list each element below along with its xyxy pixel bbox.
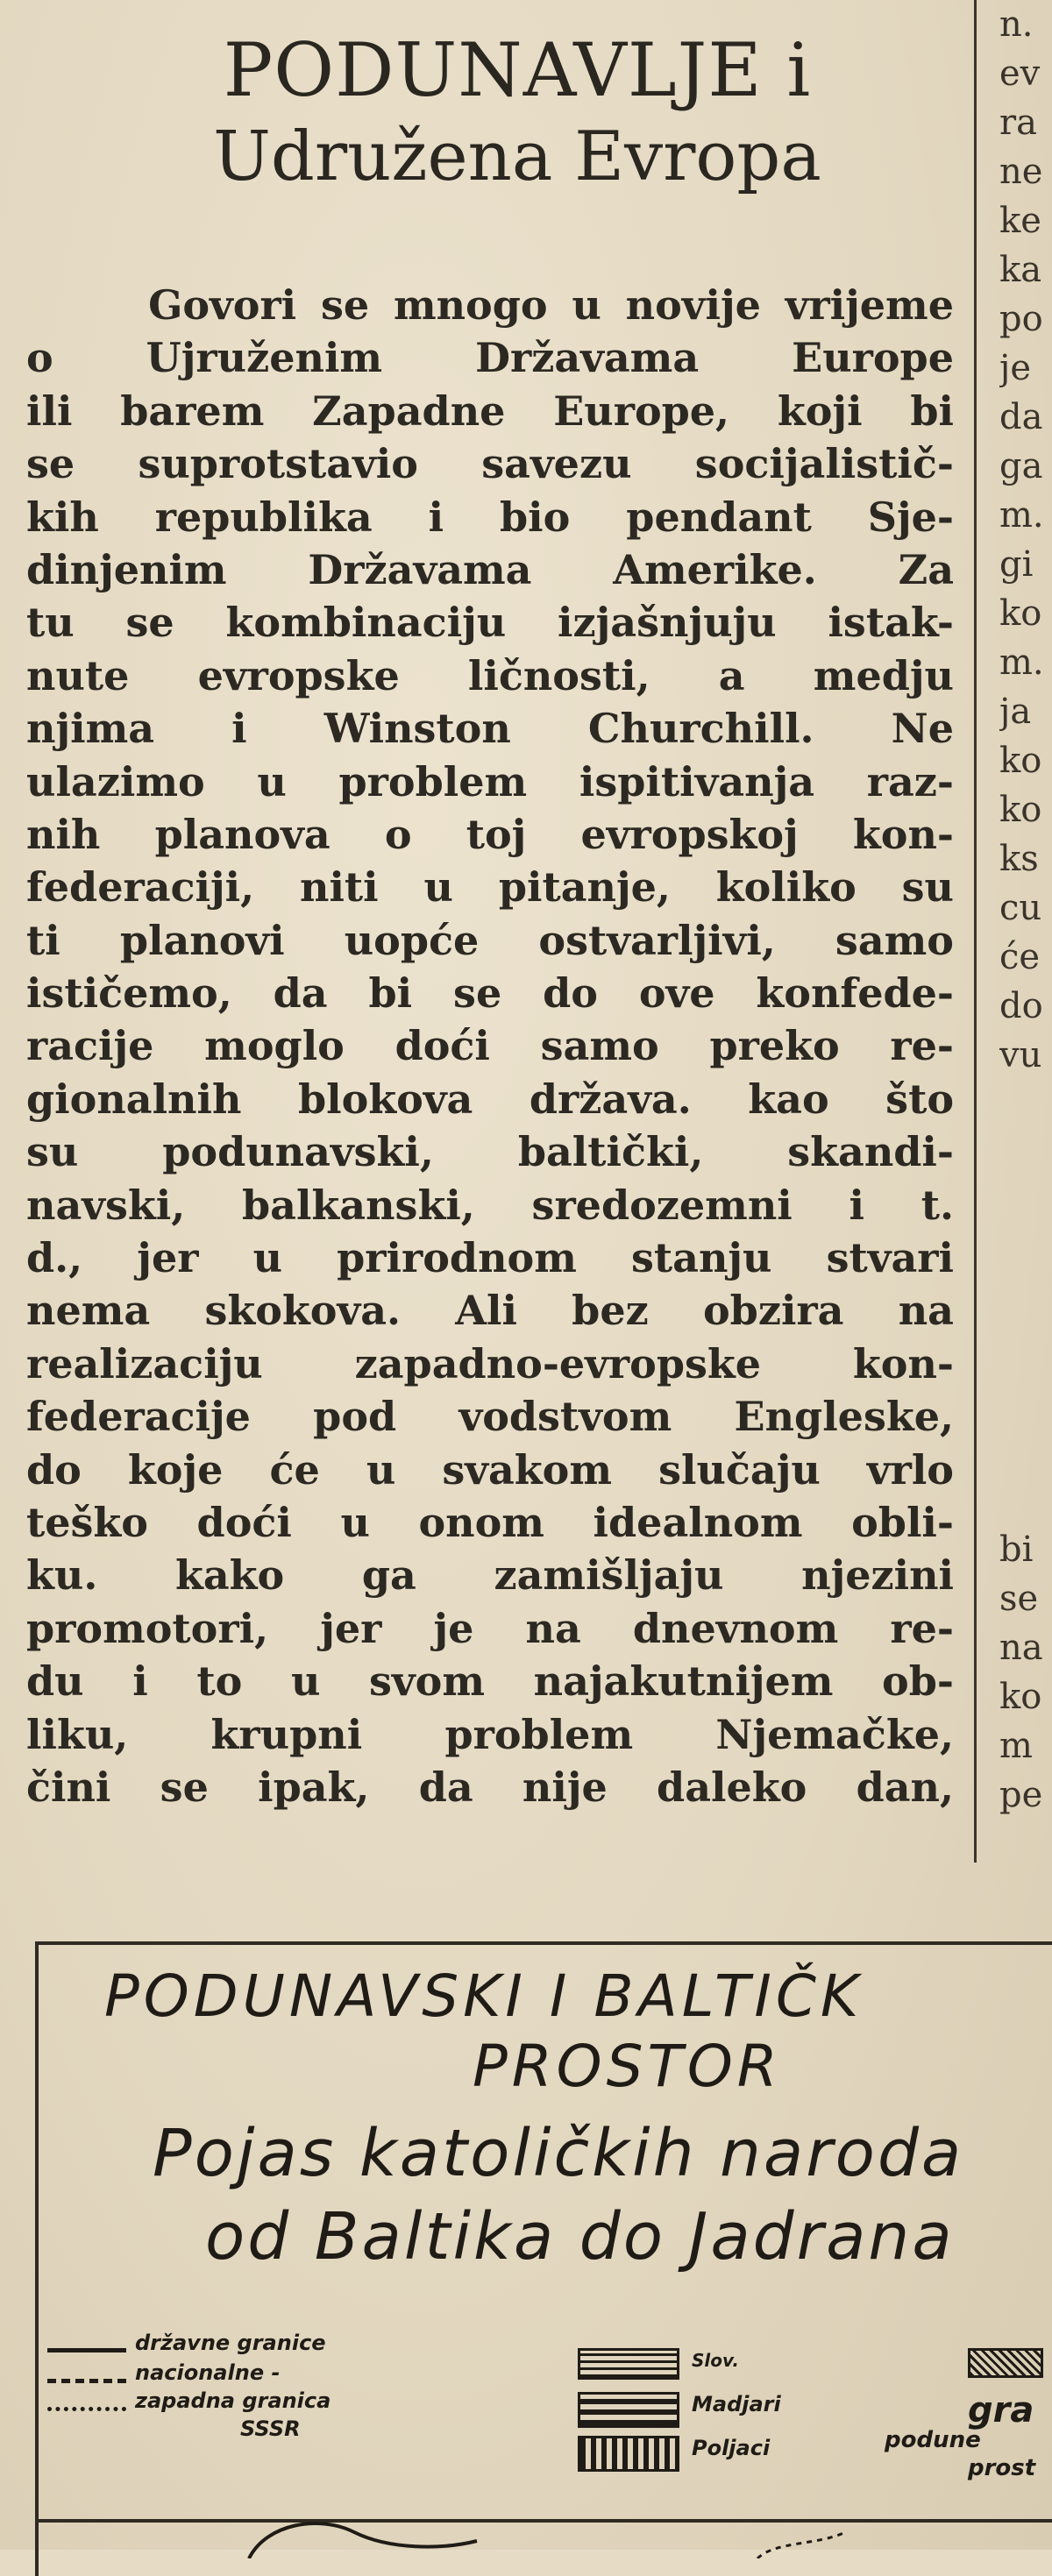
article-line: federaciji, niti u pitanje, koliko su [26, 863, 954, 912]
article-line: kih republika i bio pendant Sje- [26, 493, 954, 541]
legend-label: prost [968, 2455, 1036, 2481]
article-line: se suprotstavio savezu socijalistič- [26, 440, 954, 488]
legend-label: nacionalne - [135, 2360, 281, 2385]
article-line: njima i Winston Churchill. Ne [26, 705, 954, 753]
column-divider [974, 0, 977, 1863]
adjacent-column-text: ka [999, 250, 1042, 290]
adjacent-column-text: na [999, 1628, 1043, 1668]
adjacent-column-text: pe [999, 1775, 1043, 1815]
adjacent-column-text: ko [999, 790, 1042, 830]
map-subtitle-line-1: Pojas katoličkih naroda [153, 2116, 964, 2191]
legend-swatch-vertical [578, 2436, 679, 2472]
article-line: ističemo, da bi se do ove konfede- [26, 969, 954, 1018]
adjacent-column-text: ga [999, 446, 1043, 486]
legend-swatch-striped [578, 2392, 679, 2428]
article-line: d., jer u prirodnom stanju stvari [26, 1234, 954, 1282]
headline-line-1: PODUNAVLJE i [223, 27, 812, 113]
article-line: realizaciju zapadno-evropske kon- [26, 1339, 954, 1387]
article-line: o Ujruženim Državama Europe [26, 334, 954, 382]
article-line: su podunavski, baltički, skandi- [26, 1128, 954, 1176]
adjacent-column-text: do [999, 986, 1043, 1026]
adjacent-column-text: ra [999, 103, 1037, 143]
article-headline [35, 26, 947, 200]
legend-line-dotted [47, 2407, 126, 2411]
adjacent-column-text: po [999, 299, 1043, 339]
legend-swatch-hatched [578, 2348, 679, 2380]
adjacent-column-text: ko [999, 593, 1042, 634]
adjacent-column-text: cu [999, 888, 1042, 928]
adjacent-column-text: da [999, 397, 1043, 437]
adjacent-column-text: ko [999, 741, 1042, 781]
adjacent-column-text: ja [999, 692, 1032, 732]
legend-label: SSSR [240, 2416, 301, 2441]
article-line: ti planovi uopće ostvarljivi, samo [26, 916, 954, 964]
adjacent-column-text: ke [999, 201, 1041, 241]
map-border-contour [214, 2506, 1003, 2558]
map-title-line-1: PODUNAVSKI I BALTIČK [104, 1962, 864, 2030]
adjacent-column-text: m. [999, 495, 1044, 536]
adjacent-column-text: n. [999, 4, 1034, 45]
adjacent-column-text: vu [999, 1035, 1042, 1075]
article-line: racije moglo doći samo preko re- [26, 1022, 954, 1070]
map-illustration [35, 1941, 1052, 2576]
article-line: dinjenim Državama Amerike. Za [26, 545, 954, 593]
adjacent-column-text: ne [999, 152, 1043, 192]
adjacent-column-text: ev [999, 53, 1041, 94]
adjacent-column-text: će [999, 937, 1041, 977]
adjacent-column-fragment [999, 0, 1052, 1815]
map-legend [39, 2304, 1052, 2480]
adjacent-column-text: gi [999, 544, 1034, 585]
article-line: Govori se mnogo u novije vrijeme [26, 281, 954, 329]
article-line: čini se ipak, da nije daleko dan, [26, 1763, 954, 1811]
legend-line-dashed [47, 2379, 126, 2383]
adjacent-column-upper [999, 0, 1052, 1080]
adjacent-column-text: ks [999, 839, 1039, 879]
adjacent-column-text: je [999, 348, 1032, 388]
article-line: navski, balkanski, sredozemni i t. [26, 1181, 954, 1229]
article-line: promotori, jer je na dnevnom re- [26, 1604, 954, 1652]
headline-line-2: Udružena Evropa [213, 117, 821, 196]
legend-label: državne granice [135, 2331, 326, 2355]
legend-label: podune [885, 2427, 981, 2453]
article-line: federacije pod vodstvom Engleske, [26, 1393, 954, 1441]
legend-label: Poljaci [692, 2436, 771, 2460]
article-line: du i to u svom najakutnijem ob- [26, 1657, 954, 1706]
adjacent-column-text: se [999, 1579, 1039, 1619]
article-line: nute evropske ličnosti, a medju [26, 651, 954, 699]
legend-line-solid [47, 2348, 126, 2352]
article-line: gionalnih blokova država. kao što [26, 1075, 954, 1123]
legend-swatch-diagonal [968, 2348, 1043, 2378]
adjacent-column-lower [999, 1525, 1043, 1820]
article-line: do koje će u svakom slučaju vrlo [26, 1445, 954, 1494]
map-title-line-2: PROSTOR [473, 2033, 782, 2100]
article-line: teško doći u onom idealnom obli- [26, 1498, 954, 1546]
legend-label: gra [968, 2390, 1034, 2431]
map-subtitle-line-2: od Baltika do Jadrana [205, 2199, 955, 2274]
adjacent-column-text: m. [999, 642, 1044, 683]
article-line: ili barem Zapadne Europe, koji bi [26, 387, 954, 435]
legend-label: Madjari [692, 2392, 781, 2416]
article-line: nema skokova. Ali bez obzira na [26, 1287, 954, 1335]
legend-label: Slov. [692, 2350, 740, 2371]
adjacent-column-text: ko [999, 1677, 1042, 1717]
article-body [26, 279, 954, 1813]
article-line: ulazimo u problem ispitivanja raz- [26, 757, 954, 805]
adjacent-column-text: m [999, 1726, 1033, 1766]
legend-label: zapadna granica [135, 2388, 331, 2413]
article-line: tu se kombinaciju izjašnjuju istak- [26, 599, 954, 647]
article-line: liku, krupni problem Njemačke, [26, 1710, 954, 1758]
adjacent-column-text: bi [999, 1529, 1034, 1570]
article-line: nih planova o toj evropskoj kon- [26, 810, 954, 858]
article-line: ku. kako ga zamišljaju njezini [26, 1551, 954, 1600]
